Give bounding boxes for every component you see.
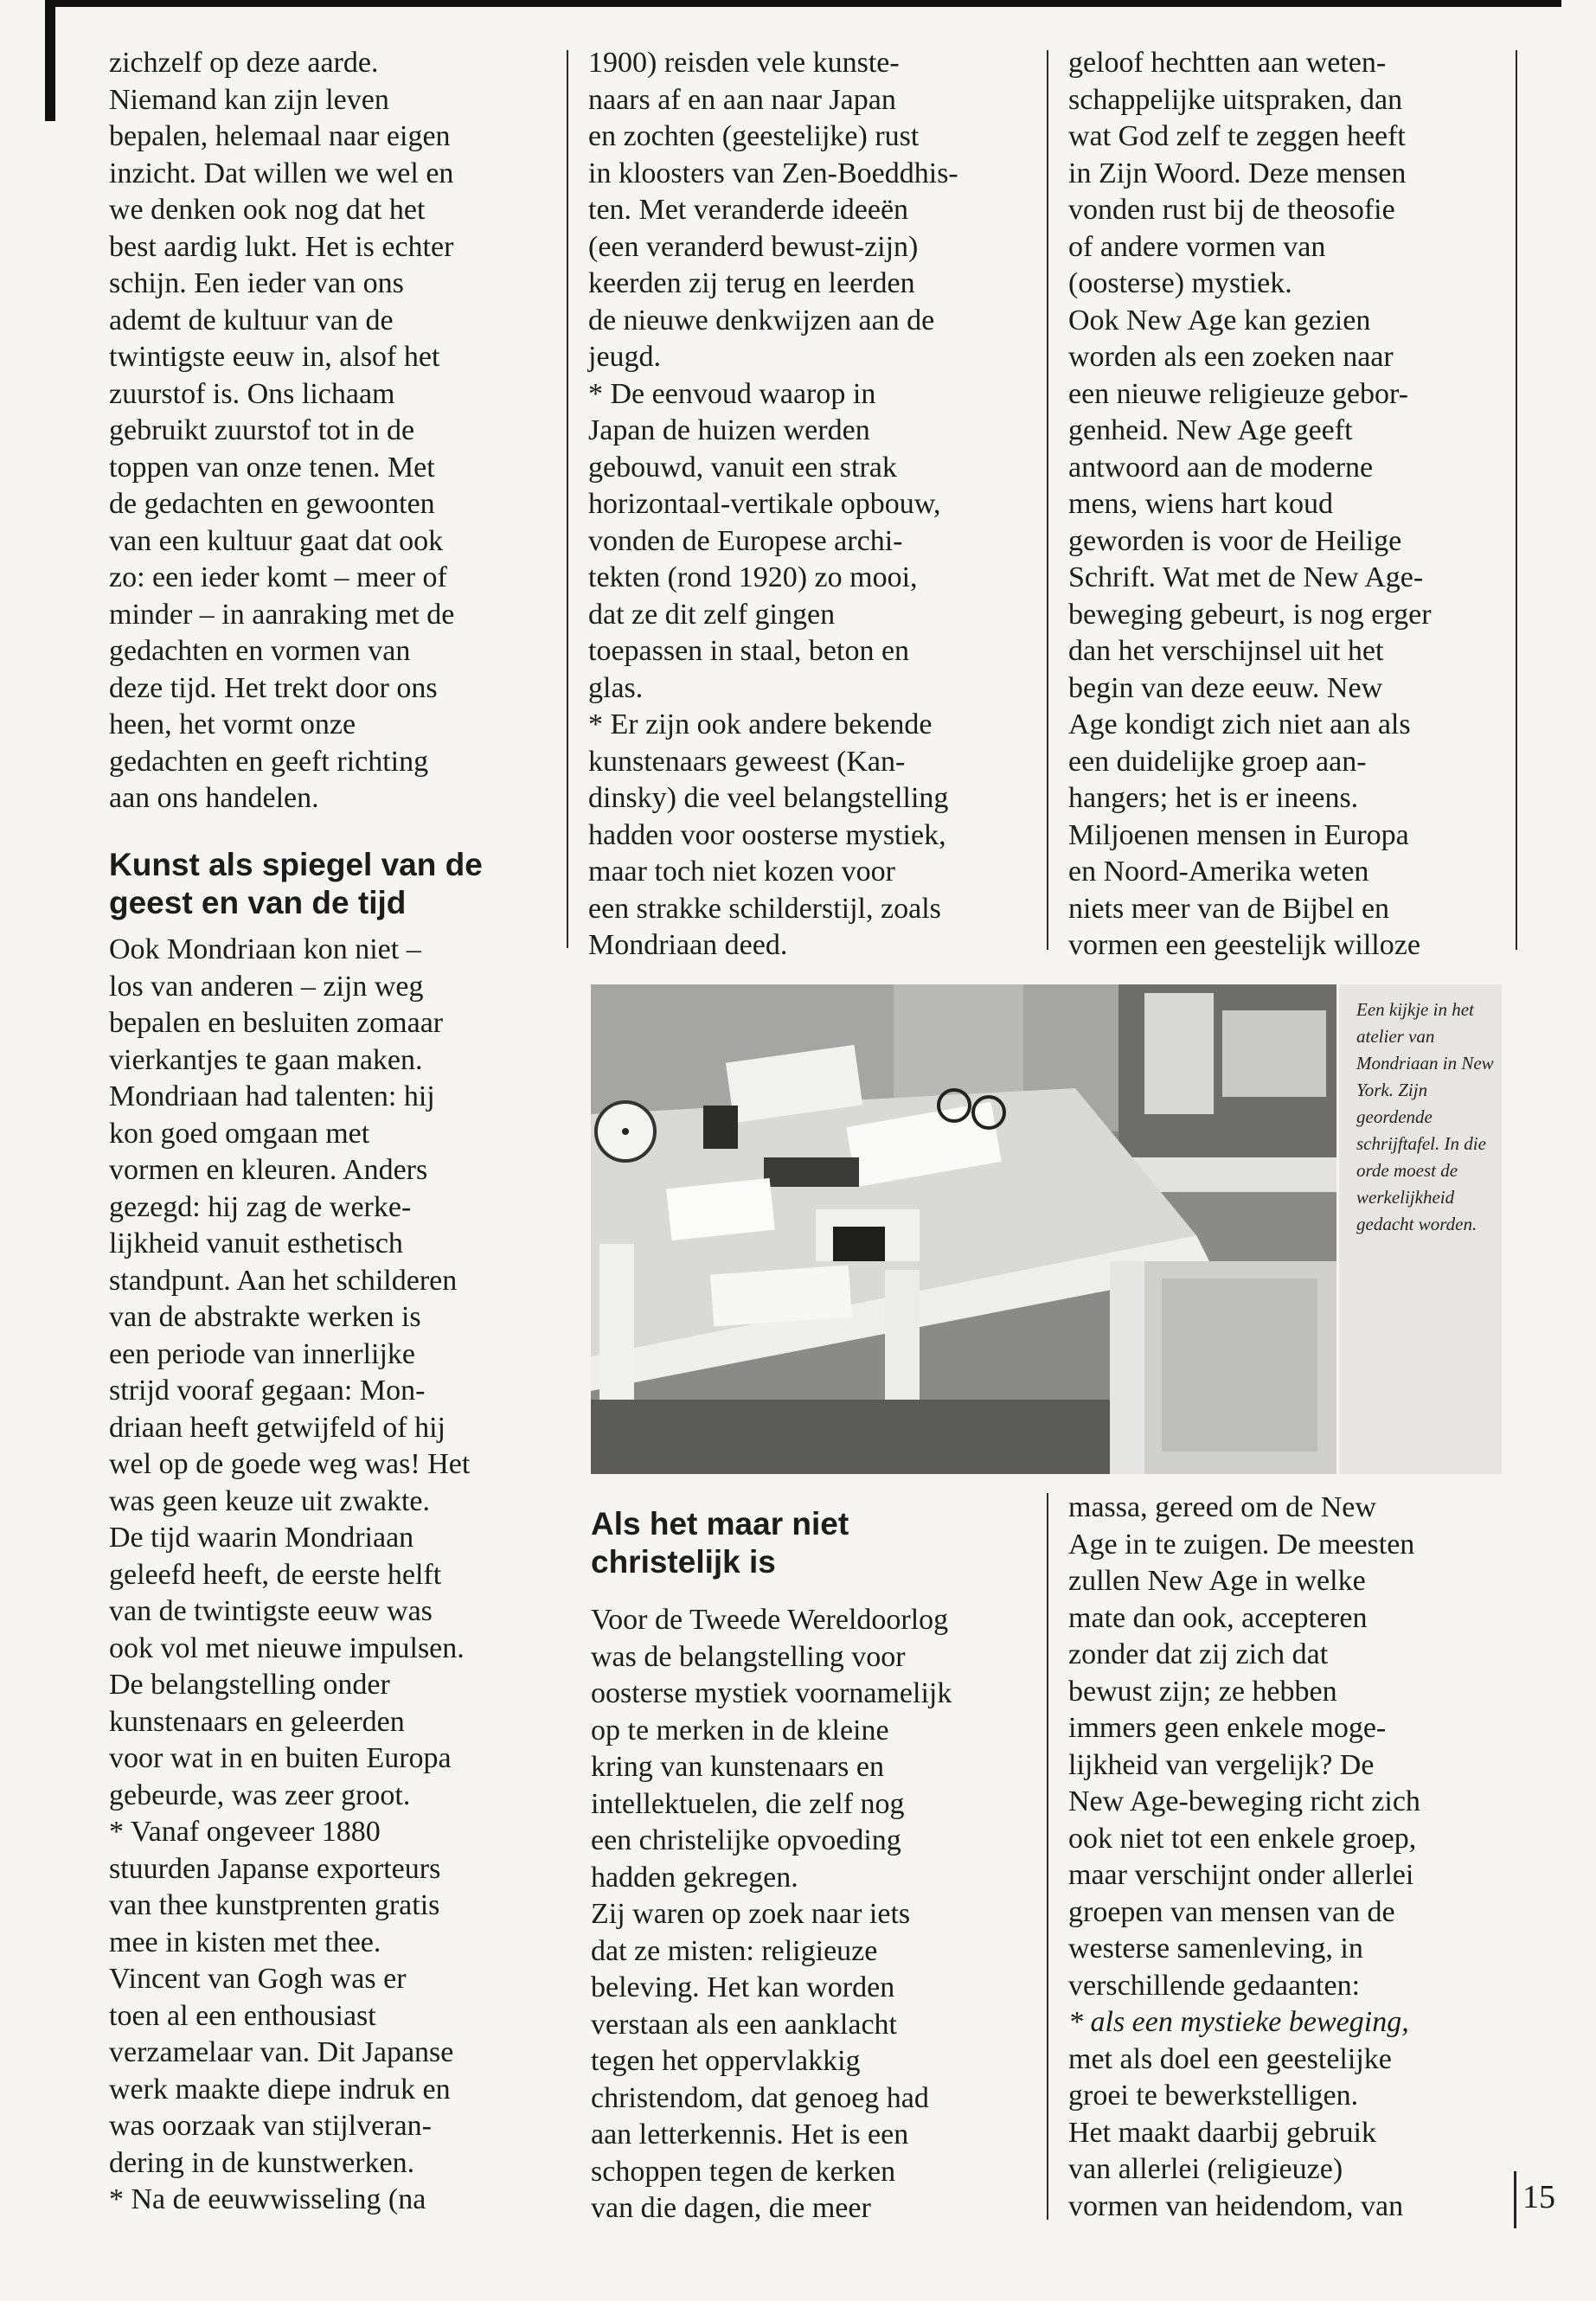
text-line: we denken ook nog dat het — [109, 194, 426, 226]
text-line: van de abstrakte werken is — [109, 1301, 421, 1333]
text-line: heen, het vormt onze — [109, 708, 356, 740]
column-5-paragraph — [1068, 1490, 1501, 2004]
text-line: met als doel een geestelijke — [1068, 2042, 1392, 2075]
text-line: van allerlei (religieuze) — [1068, 2153, 1343, 2185]
text-line: (een veranderd bewust-zijn) — [588, 230, 919, 263]
text-line: groepen van mensen van de — [1068, 1895, 1395, 1928]
text-line: oosterse mystiek voornamelijk — [591, 1677, 952, 1709]
left-edge-bar — [45, 0, 55, 121]
page-number: 15 — [1522, 2179, 1555, 2215]
column-5 — [1068, 1490, 1501, 2225]
column-2-paragraph — [588, 45, 1021, 376]
text-line: de gedachten en gewoonten — [109, 488, 435, 520]
column-1-paragraph — [109, 45, 550, 817]
text-line: bepalen en besluiten zomaar — [109, 1007, 444, 1039]
column-rule — [1516, 50, 1517, 950]
column-rule — [1047, 50, 1048, 950]
text-line: hadden gekregen. — [591, 1861, 798, 1894]
page-number-rule — [1514, 2171, 1516, 2228]
text-line: (oosterse) mystiek. — [1068, 267, 1292, 299]
text-line: mate dan ook, accepteren — [1068, 1601, 1368, 1634]
text-line: kunstenaars en geleerden — [109, 1705, 405, 1738]
text-line: Het maakt daarbij gebruik — [1068, 2116, 1376, 2149]
text-line: * Na de eeuwwisseling (na — [109, 2183, 426, 2215]
text-line: Zij waren op zoek naar iets — [591, 1898, 911, 1930]
text-line: wat God zelf te zeggen heeft — [1068, 120, 1406, 152]
text-line: in Zijn Woord. Deze mensen — [1068, 157, 1407, 189]
text-line: Miljoenen mensen in Europa — [1068, 818, 1409, 851]
text-line: zo: een ieder komt – meer of — [109, 561, 447, 593]
text-line: Ook Mondriaan kon niet – — [109, 933, 421, 965]
text-line: worden als een zoeken naar — [1068, 341, 1394, 373]
text-line: groei te bewerkstelligen. — [1068, 2080, 1359, 2112]
text-line: was de belangstelling voor — [591, 1640, 906, 1673]
text-line: * De eenvoud waarop in — [588, 378, 875, 410]
text-line: en Noord-Amerika weten — [1068, 856, 1369, 888]
text-line: los van anderen – zijn weg — [109, 970, 424, 1003]
text-line: strijd vooraf gegaan: Mon- — [109, 1375, 426, 1407]
text-line: bewust zijn; ze hebben — [1068, 1675, 1337, 1708]
text-line: dering in de kunstwerken. — [109, 2146, 415, 2179]
text-line: dat ze dit zelf gingen — [588, 598, 836, 631]
text-line: deze tijd. Het trekt door ons — [109, 671, 438, 704]
text-line: of andere vormen van — [1068, 230, 1326, 263]
text-line: Mondriaan had talenten: hij — [109, 1080, 435, 1112]
text-line: immers geen enkele moge- — [1068, 1712, 1387, 1744]
text-line: hadden voor oosterse mystiek, — [588, 818, 946, 851]
text-line: dan het verschijnsel uit het — [1068, 635, 1384, 667]
text-line: gedachten en geeft richting — [109, 745, 429, 778]
text-line: begin van deze eeuw. New — [1068, 671, 1383, 704]
text-line: kring van kunstenaars en — [591, 1751, 884, 1783]
text-line: geloof hechtten aan weten- — [1068, 47, 1387, 79]
atelier-photo — [591, 984, 1336, 1474]
text-line: voor wat in en buiten Europa — [109, 1742, 452, 1774]
text-line: aan ons handelen. — [109, 782, 319, 814]
bullet-paragraph — [588, 707, 1021, 965]
column-3 — [1068, 45, 1501, 965]
text-line: vonden rust bij de theosofie — [1068, 194, 1395, 226]
bullet-paragraph — [109, 2182, 550, 2219]
text-line: bepalen, helemaal naar eigen — [109, 120, 451, 152]
text-line: stuurden Japanse exporteurs — [109, 1852, 441, 1885]
text-line: toepassen in staal, beton en — [588, 635, 910, 667]
text-line: was geen keuze uit zwakte. — [109, 1484, 430, 1517]
text-line: * Er zijn ook andere bekende — [588, 708, 932, 740]
text-line: vormen en kleuren. Anders — [109, 1154, 428, 1186]
text-line: maar toch niet kozen voor — [588, 856, 895, 888]
column-1-lower — [109, 932, 550, 2219]
text-line: kon goed omgaan met — [109, 1117, 370, 1150]
text-line: schappelijke uitspraken, dan — [1068, 83, 1403, 116]
text-line: massa, gereed om de New — [1068, 1491, 1376, 1523]
text-line: Japan de huizen werden — [588, 414, 870, 446]
text-line: dat ze misten: religieuze — [591, 1934, 878, 1967]
text-line: van die dagen, die meer — [591, 2192, 871, 2224]
text-line: ademt de kultuur van de — [109, 304, 394, 336]
column-4-paragraph — [591, 1602, 1023, 2227]
text-line: een strakke schilderstijl, zoals — [588, 892, 941, 925]
text-line: De tijd waarin Mondriaan — [109, 1522, 414, 1554]
text-line: ten. Met veranderde ideeën — [588, 194, 909, 226]
text-line: intellektuelen, die zelf nog — [591, 1787, 905, 1820]
text-line: vierkantjes te gaan maken. — [109, 1043, 423, 1076]
text-line: schijn. Een ieder van ons — [109, 267, 404, 299]
text-line: een periode van innerlijke — [109, 1337, 416, 1370]
text-line: aan letterkennis. Het is een — [591, 2118, 909, 2150]
text-line: maar verschijnt onder allerlei — [1068, 1859, 1414, 1891]
text-line: een duidelijke groep aan- — [1068, 745, 1367, 778]
text-line: van de twintigste eeuw was — [109, 1595, 433, 1627]
column-rule — [567, 50, 568, 948]
text-line: vormen van heidendom, van — [1068, 2189, 1404, 2222]
text-line: vormen een geestelijk willoze — [1068, 929, 1420, 961]
text-line: Ook New Age kan gezien — [1068, 304, 1371, 336]
column-2 — [588, 45, 1021, 965]
text-line: inzicht. Dat willen we wel en — [109, 157, 454, 189]
text-line: Age kondigt zich niet aan als — [1068, 708, 1411, 740]
text-line: driaan heeft getwijfeld of hij — [109, 1411, 445, 1444]
text-line: Niemand kan zijn leven — [109, 83, 389, 116]
text-line: glas. — [588, 671, 644, 704]
text-line: gebouwd, vanuit een strak — [588, 451, 897, 484]
text-line: westerse samenleving, in — [1068, 1932, 1363, 1965]
text-line: beweging gebeurt, is nog erger — [1068, 598, 1432, 631]
text-line: * als een mystieke beweging, — [1068, 2006, 1409, 2038]
text-line: gedachten en vormen van — [109, 635, 411, 667]
atelier-photo-drawing — [591, 984, 1336, 1474]
column-1b-paragraph — [109, 932, 550, 1814]
text-line: en zochten (geestelijke) rust — [588, 120, 920, 152]
text-line: toppen van onze tenen. Met — [109, 451, 435, 484]
text-line: zullen New Age in welke — [1068, 1565, 1366, 1597]
column-1 — [109, 45, 550, 817]
text-line: minder – in aanraking met de — [109, 598, 455, 631]
bullet-paragraph — [1068, 2004, 1501, 2225]
column-4 — [591, 1602, 1023, 2227]
top-border — [52, 0, 1561, 7]
text-line: beleving. Het kan worden — [591, 1971, 895, 2003]
text-line: Age in te zuigen. De meesten — [1068, 1528, 1415, 1561]
text-line: keerden zij terug en leerden — [588, 267, 915, 299]
text-line: van een kultuur gaat dat ook — [109, 524, 444, 557]
text-line: hangers; het is er ineens. — [1068, 782, 1359, 814]
text-line: wel op de goede weg was! Het — [109, 1448, 471, 1480]
text-line: lijkheid van vergelijk? De — [1068, 1748, 1375, 1781]
photo-caption: Een kijkje in het atelier van Mondriaan in New York. Zijn geordende schrijftafel. In die orde moest de werkelijkheid gedacht worden. — [1356, 999, 1494, 1234]
text-line: ook vol met nieuwe impulsen. — [109, 1631, 465, 1664]
text-line: best aardig lukt. Het is echter — [109, 230, 454, 263]
text-line: gebruikt zuurstof tot in de — [109, 414, 415, 446]
text-line: mens, wiens hart koud — [1068, 488, 1333, 520]
text-line: geleefd heeft, de eerste helft — [109, 1558, 442, 1591]
text-line: op te merken in de kleine — [591, 1714, 889, 1747]
text-line: een christelijke opvoeding — [591, 1824, 901, 1856]
text-line: lijkheid vanuit esthetisch — [109, 1227, 403, 1259]
column-3-paragraph — [1068, 45, 1501, 965]
text-line: Vincent van Gogh was er — [109, 1963, 407, 1995]
text-line: schoppen tegen de kerken — [591, 2155, 896, 2188]
text-line: De belangstelling onder — [109, 1669, 390, 1701]
text-line: Mondriaan deed. — [588, 929, 788, 961]
text-line: ook niet tot een enkele groep, — [1068, 1822, 1417, 1855]
text-line: van thee kunstprenten gratis — [109, 1889, 440, 1921]
text-line: werk maakte diepe indruk en — [109, 2073, 451, 2106]
text-line: Voor de Tweede Wereldoorlog — [591, 1604, 949, 1636]
text-line: twintigste eeuw in, alsof het — [109, 341, 440, 373]
text-line: de nieuwe denkwijzen aan de — [588, 304, 935, 336]
text-line: mee in kisten met thee. — [109, 1926, 381, 1958]
text-line: zichzelf op deze aarde. — [109, 47, 379, 79]
text-line: kunstenaars geweest (Kan- — [588, 745, 906, 778]
text-line: verzamelaar van. Dit Japanse — [109, 2036, 454, 2068]
text-line: 1900) reisden vele kunste- — [588, 47, 900, 79]
text-line: tekten (rond 1920) zo mooi, — [588, 561, 918, 593]
text-line: tegen het oppervlakkig — [591, 2045, 861, 2077]
text-line: antwoord aan de moderne — [1068, 451, 1374, 484]
text-line: dinsky) die veel belangstelling — [588, 782, 949, 814]
text-line: standpunt. Aan het schilderen — [109, 1264, 458, 1297]
text-line: toen al een enthousiast — [109, 1999, 376, 2032]
section-heading-kunst: Kunst als spiegel van de geest en van de tijd — [109, 847, 483, 920]
text-line: verschillende gedaanten: — [1068, 1969, 1361, 2002]
text-line: horizontaal-vertikale opbouw, — [588, 488, 941, 520]
text-line: was oorzaak van stijlveran- — [109, 2110, 432, 2142]
text-line: niets meer van de Bijbel en — [1068, 892, 1390, 925]
text-line: Schrift. Wat met de New Age- — [1068, 561, 1424, 593]
text-line: zonder dat zij zich dat — [1068, 1638, 1329, 1670]
text-line: naars af en aan naar Japan — [588, 83, 896, 116]
text-line: christendom, dat genoeg had — [591, 2081, 929, 2114]
text-line: * Vanaf ongeveer 1880 — [109, 1816, 381, 1848]
text-line: zuurstof is. Ons lichaam — [109, 377, 395, 410]
text-line: een nieuwe religieuze gebor- — [1068, 377, 1408, 410]
text-line: jeugd. — [588, 341, 662, 373]
text-line: gebeurde, was zeer groot. — [109, 1779, 411, 1811]
section-heading-christelijk: Als het maar niet christelijk is — [591, 1506, 849, 1580]
column-rule — [1047, 1493, 1048, 2220]
text-line: geworden is voor de Heilige — [1068, 524, 1402, 557]
bullet-paragraph — [109, 1814, 550, 2182]
bullet-paragraph — [588, 376, 1021, 708]
text-line: in kloosters van Zen-Boeddhis- — [588, 157, 958, 189]
text-line: New Age-beweging richt zich — [1068, 1785, 1420, 1817]
text-line: genheid. New Age geeft — [1068, 414, 1353, 446]
text-line: verstaan als een aanklacht — [591, 2008, 897, 2041]
text-line: vonden de Europese archi- — [588, 524, 903, 557]
text-line: gezegd: hij zag de werke- — [109, 1190, 412, 1223]
